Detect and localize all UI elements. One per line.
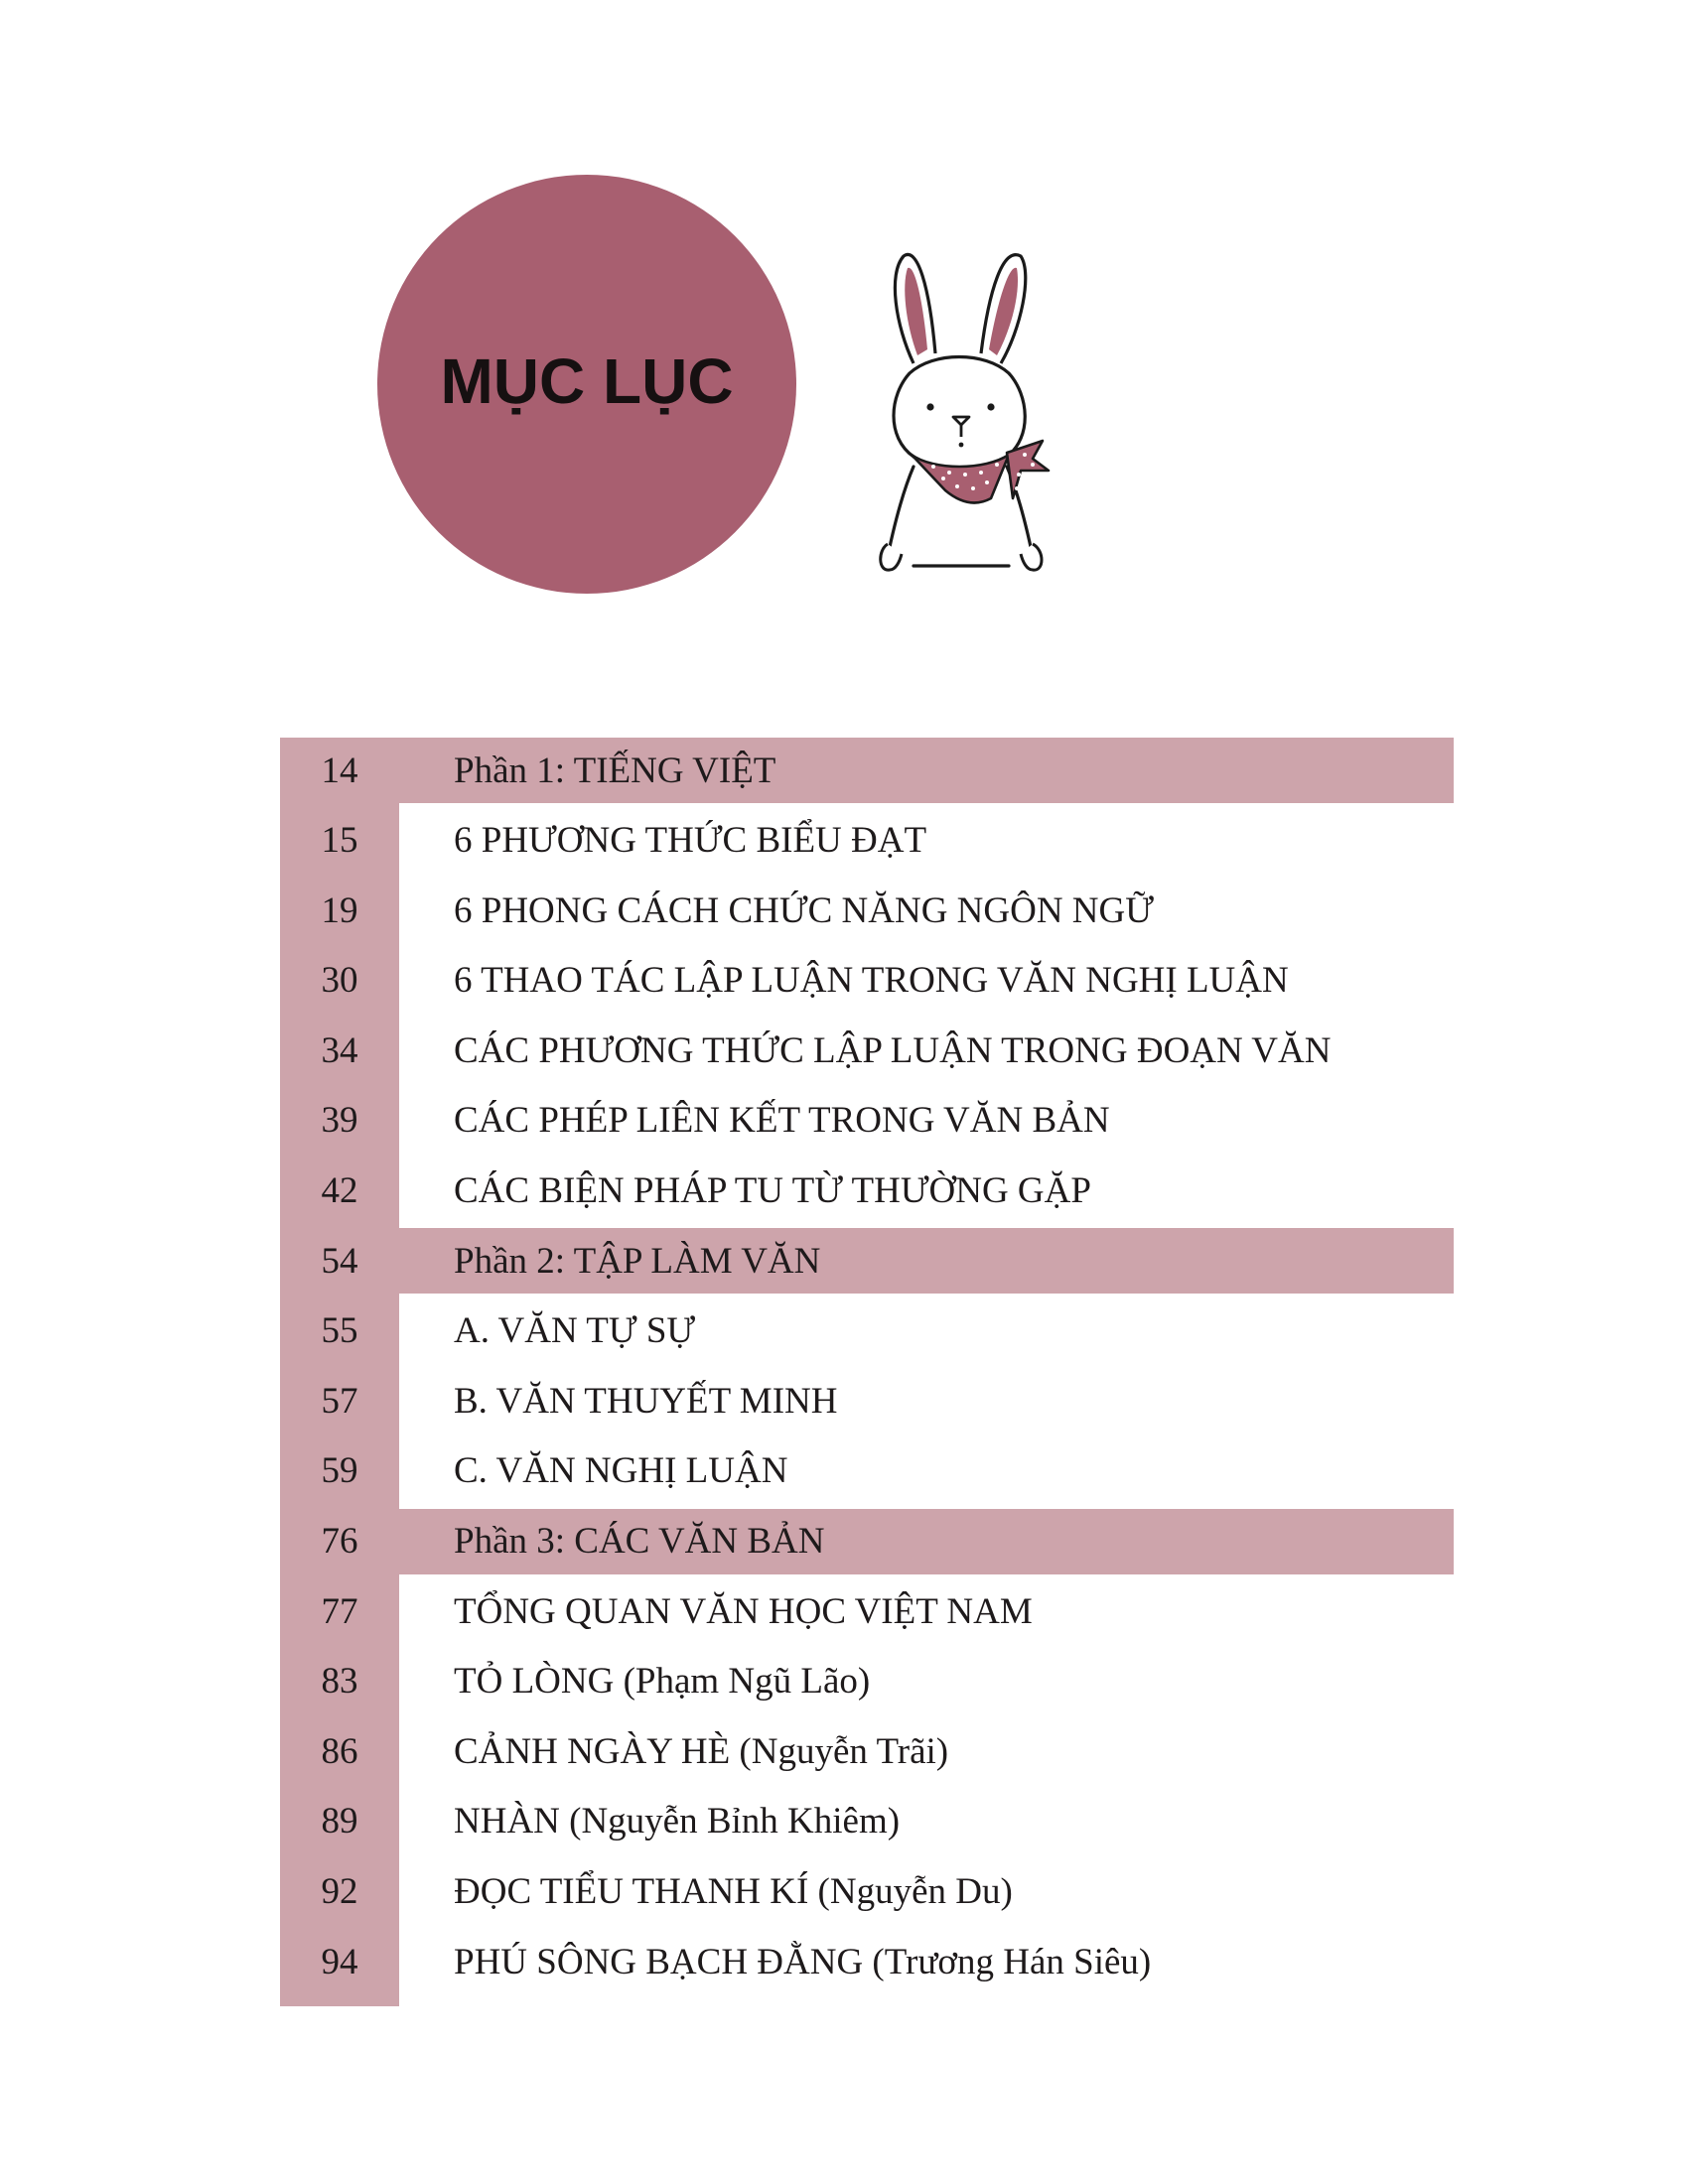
toc-page-number: 54 bbox=[321, 1240, 358, 1282]
toc-section-row bbox=[280, 1228, 1454, 1294]
toc-page-number: 55 bbox=[321, 1310, 358, 1352]
toc-page-number: 19 bbox=[321, 889, 358, 931]
toc-entry-row bbox=[280, 1576, 1454, 1647]
toc-entry-row bbox=[280, 1716, 1454, 1787]
toc-section-title: Phần 1: TIẾNG VIỆT bbox=[454, 750, 776, 791]
toc-entry-row bbox=[280, 876, 1454, 946]
page-title: MỤC LỤC bbox=[440, 345, 734, 417]
toc-page-number: 34 bbox=[321, 1029, 358, 1071]
toc-page-number: 94 bbox=[321, 1941, 358, 1982]
toc-page-number: 86 bbox=[321, 1730, 358, 1772]
toc-page-number: 30 bbox=[321, 960, 358, 1002]
toc-entry-row bbox=[280, 1296, 1454, 1366]
toc-entry-title: A. VĂN TỰ SỰ bbox=[454, 1310, 696, 1352]
toc-entry-title: PHÚ SÔNG BẠCH ĐẰNG (Trương Hán Siêu) bbox=[454, 1941, 1152, 1982]
toc-entry-title: 6 PHONG CÁCH CHỨC NĂNG NGÔN NGỮ bbox=[454, 889, 1154, 931]
toc-page-number: 83 bbox=[321, 1661, 358, 1703]
toc-section-title: Phần 3: CÁC VĂN BẢN bbox=[454, 1521, 825, 1563]
toc-entry-title: CÁC PHÉP LIÊN KẾT TRONG VĂN BẢN bbox=[454, 1100, 1110, 1142]
toc-entry-row bbox=[280, 1646, 1454, 1716]
toc-entry-title: ĐỌC TIỂU THANH KÍ (Nguyễn Du) bbox=[454, 1871, 1013, 1912]
toc-entry-row bbox=[280, 805, 1454, 876]
toc-page-number: 39 bbox=[321, 1100, 358, 1142]
toc-page-number: 42 bbox=[321, 1170, 358, 1212]
toc-entry-title: TỔNG QUAN VĂN HỌC VIỆT NAM bbox=[454, 1590, 1033, 1632]
toc-entry-title: CÁC BIỆN PHÁP TU TỪ THƯỜNG GẶP bbox=[454, 1170, 1091, 1212]
toc-section-title: Phần 2: TẬP LÀM VĂN bbox=[454, 1240, 821, 1282]
toc-page-number: 92 bbox=[321, 1871, 358, 1912]
toc-entry-row bbox=[280, 1016, 1454, 1086]
toc-entry-row bbox=[280, 1156, 1454, 1226]
toc-entry-title: CẢNH NGÀY HÈ (Nguyễn Trãi) bbox=[454, 1730, 949, 1772]
toc-entry-row bbox=[280, 1366, 1454, 1436]
toc-entry-title: B. VĂN THUYẾT MINH bbox=[454, 1380, 838, 1422]
toc-entry-row bbox=[280, 1436, 1454, 1507]
toc-entry-title: TỎ LÒNG (Phạm Ngũ Lão) bbox=[454, 1661, 871, 1703]
toc-page-number: 14 bbox=[321, 750, 358, 791]
toc-page-number: 15 bbox=[321, 820, 358, 862]
toc-entry-row bbox=[280, 1927, 1454, 1997]
toc-page-number: 77 bbox=[321, 1590, 358, 1632]
toc-entry-row bbox=[280, 1856, 1454, 1927]
table-of-contents bbox=[280, 738, 1454, 1996]
toc-page-number: 76 bbox=[321, 1521, 358, 1563]
bunny-with-scarf-icon bbox=[874, 246, 1072, 574]
title-circle bbox=[377, 175, 796, 594]
toc-entry-title: 6 PHƯƠNG THỨC BIỂU ĐẠT bbox=[454, 820, 927, 862]
toc-entry-row bbox=[280, 1086, 1454, 1157]
toc-section-row bbox=[280, 738, 1454, 803]
toc-entry-title: NHÀN (Nguyễn Bỉnh Khiêm) bbox=[454, 1801, 901, 1843]
toc-page-number: 59 bbox=[321, 1450, 358, 1492]
toc-entry-row bbox=[280, 1787, 1454, 1857]
toc-page-number: 89 bbox=[321, 1801, 358, 1843]
toc-entry-title: C. VĂN NGHỊ LUẬN bbox=[454, 1450, 788, 1492]
toc-entry-title: CÁC PHƯƠNG THỨC LẬP LUẬN TRONG ĐOẠN VĂN bbox=[454, 1029, 1332, 1071]
toc-entry-title: 6 THAO TÁC LẬP LUẬN TRONG VĂN NGHỊ LUẬN bbox=[454, 960, 1289, 1002]
toc-entry-row bbox=[280, 945, 1454, 1016]
toc-page-number: 57 bbox=[321, 1380, 358, 1422]
toc-section-row bbox=[280, 1509, 1454, 1574]
